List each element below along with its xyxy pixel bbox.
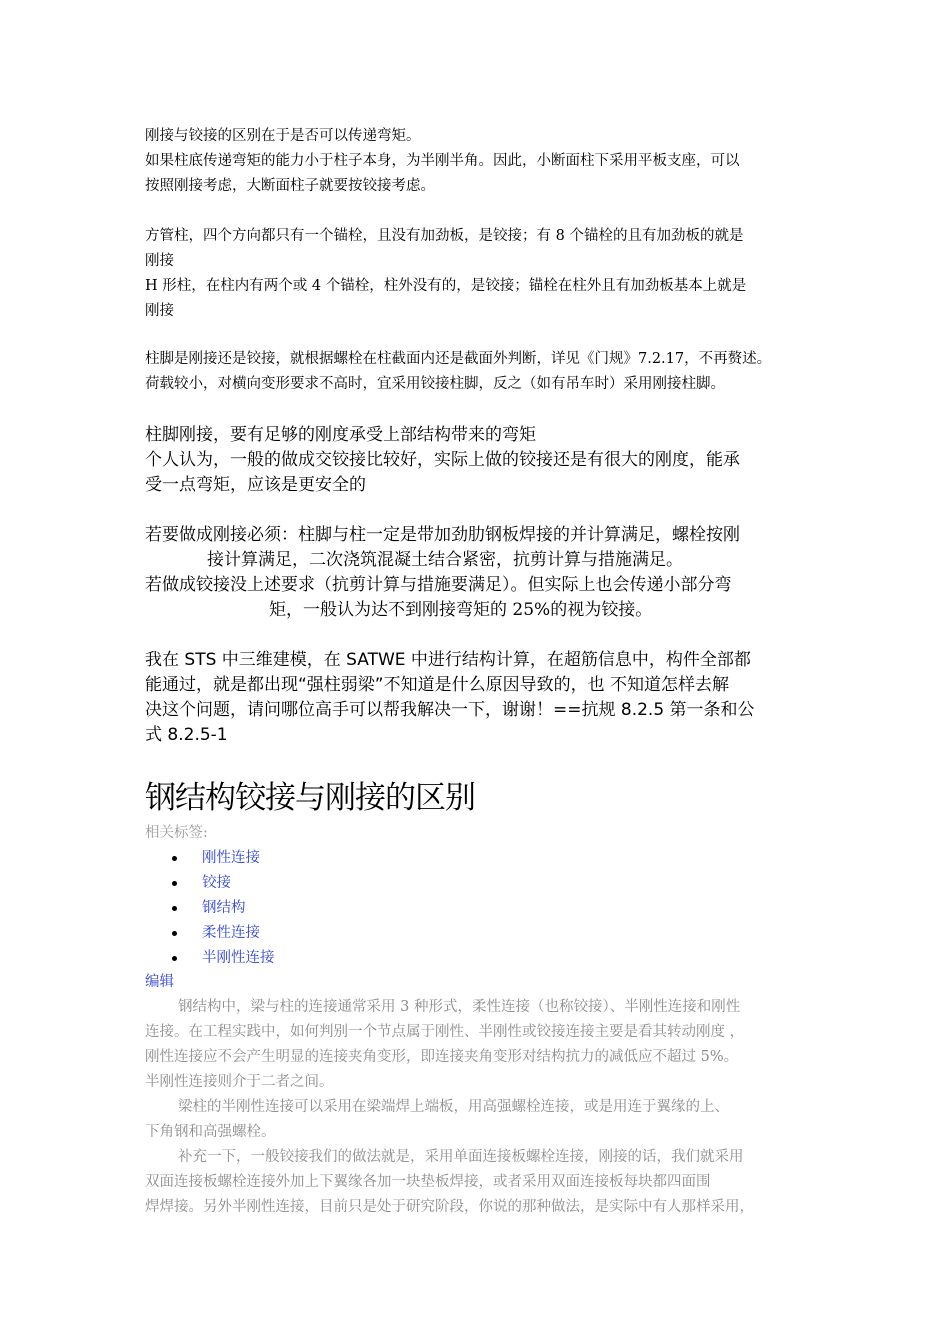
tag-link-semi-rigid-connection[interactable]: 半刚性连接 xyxy=(202,950,275,966)
tag-item xyxy=(145,846,810,871)
text-line: 刚接与铰接的区别在于是否可以传递弯矩。 xyxy=(145,128,421,144)
text-line: 矩，一般认为达不到刚接弯矩的 25%的视为铰接。 xyxy=(269,600,653,620)
text-line: 双面连接板螺栓连接外加上下翼缘各加一块垫板焊接，或者采用双面连接板每块都四面围 xyxy=(145,1174,711,1190)
text-line: 半刚性连接则介于二者之间。 xyxy=(145,1074,334,1090)
text-line: 柱脚刚接，要有足够的刚度承受上部结构带来的弯矩 xyxy=(145,425,536,445)
text-line: 梁柱的半刚性连接可以采用在梁端焊上端板，用高强螺栓连接，或是用连于翼缘的上、 xyxy=(178,1099,729,1115)
paragraph-sts-satwe-question xyxy=(145,648,810,748)
text-line: 刚接 xyxy=(145,303,174,319)
tag-link-hinged[interactable]: 铰接 xyxy=(202,875,231,891)
tag-item xyxy=(145,921,810,946)
bullet-icon xyxy=(172,881,177,886)
tag-item xyxy=(145,871,810,896)
bullet-icon xyxy=(172,956,177,961)
text-line: 决这个问题，请问哪位高手可以帮我解决一下，谢谢！==抗规 8.2.5 第一条和公 xyxy=(145,700,755,720)
text-line: 补充一下，一般铰接我们的做法就是，采用单面连接板螺栓连接，刚接的话，我们就采用 xyxy=(178,1149,744,1165)
paragraph-personal-opinion xyxy=(145,423,810,498)
article-paragraph xyxy=(145,1095,810,1145)
tag-link-flexible-connection[interactable]: 柔性连接 xyxy=(202,925,260,941)
bullet-icon xyxy=(172,856,177,861)
article-paragraph xyxy=(145,995,810,1095)
text-line: 连接。在工程实践中，如何判别一个节点属于刚性、半刚性或铰接连接主要是看其转动刚度 ， xyxy=(145,1024,745,1040)
tag-item xyxy=(145,896,810,921)
text-line: 钢结构中，梁与柱的连接通常采用 3 种形式，柔性连接（也称铰接）、半刚性连接和刚性 xyxy=(178,999,741,1015)
paragraph-anchor-bolt-rules xyxy=(145,224,810,324)
text-line: 接计算满足，二次浇筑混凝土结合紧密，抗剪计算与措施满足。 xyxy=(207,550,683,570)
text-line: 式 8.2.5-1 xyxy=(145,725,228,745)
paragraph-rigid-vs-hinged-definition xyxy=(145,124,810,199)
text-line: 如果柱底传递弯矩的能力小于柱子本身，为半刚半角。因此，小断面柱下采用平板支座，可以 xyxy=(145,153,740,169)
tag-link-rigid-connection[interactable]: 刚性连接 xyxy=(202,850,260,866)
text-line: 能通过，就是都出现“强柱弱梁”不知道是什么原因导致的，也 不知道怎样去解 xyxy=(145,675,730,695)
edit-link[interactable]: 编辑 xyxy=(145,974,174,990)
bullet-icon xyxy=(172,906,177,911)
tags-list xyxy=(145,846,810,971)
text-line: 受一点弯矩，应该是更安全的 xyxy=(145,475,366,495)
text-line: 刚性连接应不会产生明显的连接夹角变形，即连接夹角变形对结构抗力的减低应不超过 5%。 xyxy=(145,1049,739,1065)
text-line: H 形柱，在柱内有两个或 4 个锚栓，柱外没有的，是铰接；锚栓在柱外且有加劲板基本上就是 xyxy=(145,278,747,294)
text-line: 若做成铰接没上述要求（抗剪计算与措施要满足）。但实际上也会传递小部分弯 xyxy=(145,575,732,595)
bullet-icon xyxy=(172,931,177,936)
article-paragraph xyxy=(145,1145,810,1220)
text-line: 下角钢和高强螺栓。 xyxy=(145,1124,276,1140)
text-line: 个人认为，一般的做成交铰接比较好，实际上做的铰接还是有很大的刚度，能承 xyxy=(145,450,740,470)
text-line: 我在 STS 中三维建模，在 SATWE 中进行结构计算，在超筋信息中，构件全部都 xyxy=(145,650,751,670)
tags-label: 相关标签: xyxy=(145,825,208,841)
article-body xyxy=(145,995,810,1220)
paragraph-column-base-judgement xyxy=(145,347,810,397)
text-line: 方管柱，四个方向都只有一个锚栓，且没有加劲板，是铰接；有 8 个锚栓的且有加劲板的就是 xyxy=(145,228,744,244)
paragraph-rigid-requirements xyxy=(145,523,810,623)
text-line: 若要做成刚接必须：柱脚与柱一定是带加劲肋钢板焊接的并计算满足，螺栓按刚 xyxy=(145,525,740,545)
tag-item xyxy=(145,946,810,971)
article-title: 钢结构铰接与刚接的区别 xyxy=(145,780,475,816)
text-line: 荷载较小，对横向变形要求不高时，宜采用铰接柱脚，反之（如有吊车时）采用刚接柱脚。 xyxy=(145,376,725,392)
tag-link-steel-structure[interactable]: 钢结构 xyxy=(202,900,246,916)
text-line: 刚接 xyxy=(145,253,174,269)
text-line: 按照刚接考虑，大断面柱子就要按铰接考虑。 xyxy=(145,178,435,194)
text-line: 焊焊接。另外半刚性连接，目前只是处于研究阶段，你说的那种做法，是实际中有人那样采用， xyxy=(145,1199,754,1215)
text-line: 柱脚是刚接还是铰接，就根据螺栓在柱截面内还是截面外判断，详见《门规》7.2.17，不再赘述。 xyxy=(145,351,772,367)
edit-link-row xyxy=(145,970,810,995)
